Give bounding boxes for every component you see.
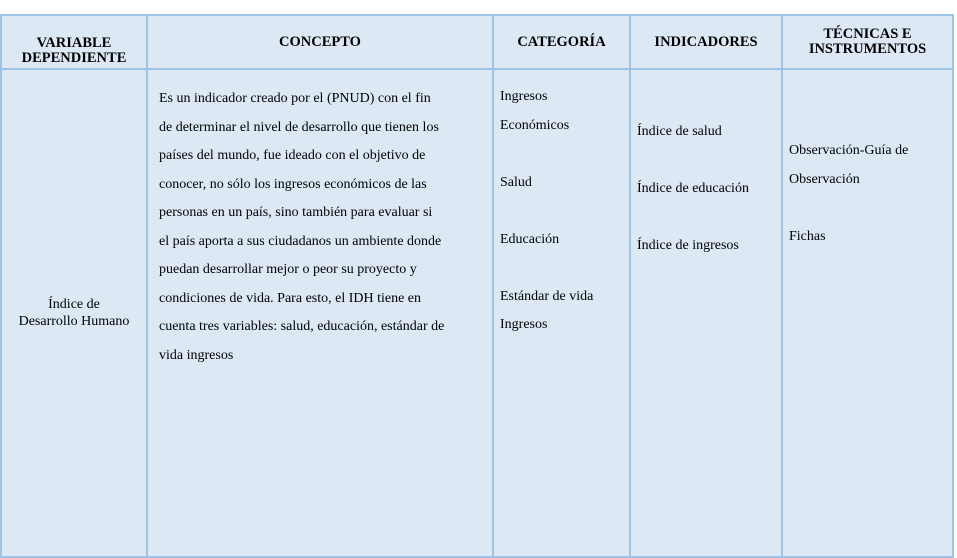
operationalization-table <box>0 14 954 558</box>
categoria-educacion: Educación <box>500 231 560 247</box>
concepto-line: condiciones de vida. Para esto, el IDH tiene en <box>159 290 422 306</box>
header-variable-line2: DEPENDIENTE <box>21 50 127 66</box>
header-tecnicas-instrumentos <box>782 15 953 69</box>
cell-variable <box>1 69 147 557</box>
concepto-line: vida ingresos <box>159 347 234 363</box>
cell-indicadores <box>630 69 782 557</box>
concepto-line: conocer, no sólo los ingresos económicos de las <box>159 176 427 192</box>
header-indicadores: INDICADORES <box>630 15 782 69</box>
tecnica-observacion-line1: Observación-Guía de <box>789 143 909 158</box>
concepto-line: personas en un país, sino también para evaluar si <box>159 205 433 220</box>
variable-name-line1: Índice de <box>48 297 100 312</box>
operationalization-table-container <box>0 14 952 558</box>
concepto-line: países del mundo, fue ideado con el objetivo de <box>159 148 426 163</box>
categoria-ingresos-line2: Económicos <box>500 117 570 133</box>
categoria-salud: Salud <box>500 174 532 190</box>
header-row <box>1 15 953 69</box>
header-tecnicas-line2: INSTRUMENTOS <box>808 41 927 57</box>
header-variable-dependiente <box>1 15 147 69</box>
concepto-line: puedan desarrollar mejor o peor su proyecto y <box>159 262 417 277</box>
tecnica-observacion-line2: Observación <box>789 171 860 187</box>
concepto-line: el país aporta a sus ciudadanos un ambiente donde <box>159 233 442 249</box>
indicador-educacion: Índice de educación <box>637 181 749 196</box>
categoria-estandar-line1: Estándar de vida <box>500 288 594 304</box>
variable-name-line2: Desarrollo Humano <box>18 314 130 329</box>
indicador-salud: Índice de salud <box>637 124 722 139</box>
header-tecnicas-line1: TÉCNICAS E <box>823 26 912 42</box>
header-categoria: CATEGORÍA <box>493 15 630 69</box>
cell-categoria <box>493 69 630 557</box>
concepto-line: cuenta tres variables: salud, educación, estándar de <box>159 319 445 334</box>
table-row <box>1 69 953 557</box>
cell-tecnicas-instrumentos <box>782 69 953 557</box>
concepto-line: Es un indicador creado por el (PNUD) con el fin <box>159 91 431 106</box>
tecnica-fichas: Fichas <box>789 228 826 244</box>
categoria-estandar-line2: Ingresos <box>500 317 548 332</box>
cell-concepto <box>147 69 493 557</box>
concepto-line: de determinar el nivel de desarrollo que tienen los <box>159 119 439 135</box>
header-variable-line1: VARIABLE <box>36 35 112 51</box>
header-concepto: CONCEPTO <box>147 15 493 69</box>
categoria-ingresos-line1: Ingresos <box>500 89 548 104</box>
indicador-ingresos: Índice de ingresos <box>637 238 739 253</box>
